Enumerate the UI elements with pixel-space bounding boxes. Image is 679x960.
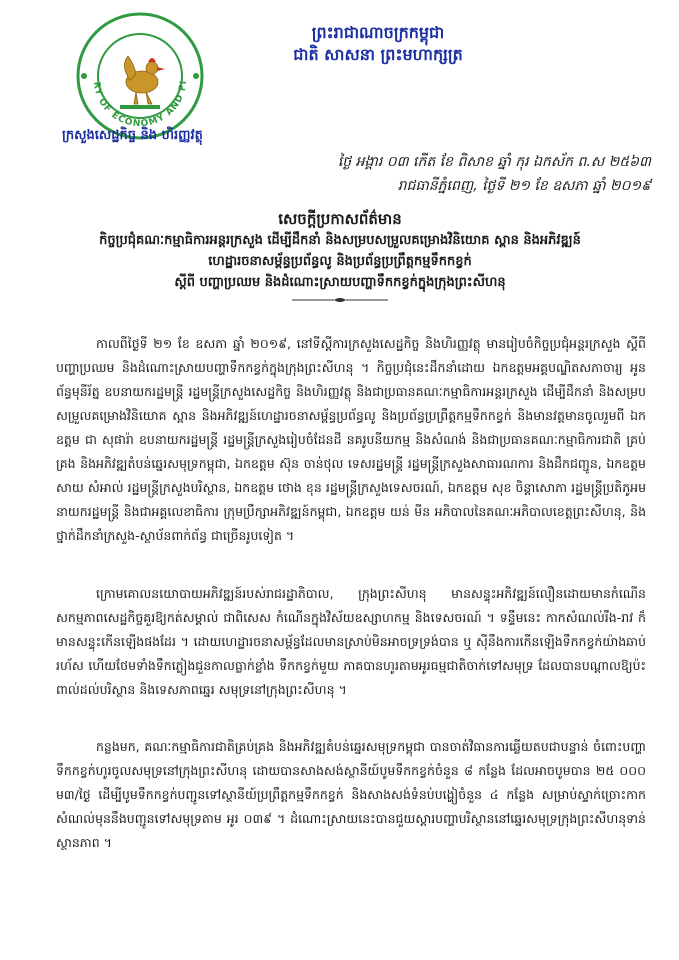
body-paragraph-3: កន្លងមក, គណៈកម្មាធិការជាតិគ្រប់គ្រង និងអភិវឌ្ឍតំបន់ឆ្នេរសមុទ្រកម្ពុជា បានចាត់វិធានការឆ្លើយតបជាបន្ទាន់ ចំពោះបញ្ហាទឹកកខ្វក់ហូរចូលសមុទ្រនៅក្រុងព្រះសីហនុ ដោយបានសាងសង់ស្ថានីយ៍បូមទឹកកខ្វក់ចំនួន ៨ កន្លែង ដែលអាចបូមបាន ២៥ ០០០ ម៣/ថ្ងៃ ដើម្បីបូមទឹកកខ្វក់បញ្ជូនទៅស្ថានីយ៍ប្រព្រឹត្តកម្មទឹកកខ្វក់ និងសាងសង់ទំនប់បង្ហៀចំនួន ៤ កន្លែង សម្រាប់ស្ទាក់ច្រោះកាកសំណល់មុននឹងបញ្ជូនទៅសមុទ្រតាម អូរ ០៣៩ ។ ដំណោះស្រាយនេះបានជួយស្ដារបញ្ហាបរិស្ថាននៅឆ្នេរសមុទ្រក្រុងព្រះសីហនុទាន់ស្ថានភាព ។ [56,739,646,850]
kingdom-line-1: ព្រះរាជាណាចក្រកម្ពុជា [311,23,445,42]
ministry-name: ក្រសួងសេដ្ឋកិច្ច និង ហិរញ្ញវត្ថុ [62,128,203,143]
kingdom-line-2: ជាតិ សាសនា ព្រះមហាក្សត្រ [293,45,463,64]
kingdom-heading [228,22,528,66]
body-paragraph-2: ក្រោមគោលនយោបាយអភិវឌ្ឍន៍របស់រាជរដ្ឋាភិបាល, ក្រុងព្រះសីហនុ មានសន្ទុះអភិវឌ្ឍន៍លឿនដោយមានកំណើនសកម្មភាពសេដ្ឋកិច្ចគួរឱ្យកត់សម្គាល់ ជាពិសេស កំណើនក្នុងវិស័យឧស្សាហកម្ម និងទេសចរណ៍ ។ ទន្ទឹមនេះ កាកសំណល់រឹង-រាវ ក៏មានសន្ទុះកើនឡើងផងដែរ ។ ដោយហេដ្ឋារចនាសម្ព័ន្ធដែលមានស្រាប់មិនអាចទ្រទ្រង់បាន ឬ ស៊ីនឹងការកើនឡើងទឹកកខ្វក់យ៉ាងឆាប់រហ័ស ហើយថែមទាំងទឹកភ្លៀងជួនកាលធ្លាក់ខ្លាំង ទឹកកខ្វក់មួយ ភាគបានហូរតាមអូរធម្មជាតិចាក់ទៅសមុទ្រ ដែលបានបណ្តាលឱ្យប៉ះពាល់ដល់បរិស្ថាន និងទេសភាពឆ្នេរ សមុទ្រនៅក្រុងព្រះសីហនុ ។ [56,586,646,697]
title-line-2: កិច្ចប្រជុំគណៈកម្មាធិការអន្តរក្រសួង ដើម្បីដឹកនាំ និងសម្របសម្រួលគម្រោងវិនិយោគ ស្ពាន និងអភិវឌ្ឍន៍ [99,233,581,248]
title-line-3: ហេដ្ឋារចនាសម្ព័ន្ធប្រព័ន្ធលូ និងប្រព័ន្ធប្រព្រឹត្តកម្មទឹកកខ្វក់ [208,254,472,269]
document-title [40,208,640,293]
ministry-seal-icon [72,8,208,144]
logo-caption: RY OF ECONOMY AND FI [90,79,190,130]
solar-date: រាជធានីភ្នំពេញ, ថ្ងៃទី ២១ ខែ ឧសភា ឆ្នាំ ២០១៩ [397,178,651,194]
ornamental-divider [290,296,390,304]
body-paragraph-1: កាលពីថ្ងៃទី ២១ ខែ ឧសភា ឆ្នាំ ២០១៩, នៅទីស្តីការក្រសួងសេដ្ឋកិច្ច និងហិរញ្ញវត្ថុ មានរៀបចំកិច្ចប្រជុំអន្តរក្រសួង ស្តីពីបញ្ហាប្រឈម និងដំណោះស្រាយបញ្ហាទឹកកខ្វក់ក្នុងក្រុងព្រះសីហនុ ។ កិច្ចប្រជុំនេះដឹកនាំដោយ ឯកឧត្តមអគ្គបណ្ឌិតសភាចារ្យ អូន ព័ន្ធមុនីរ័ត្ន ឧបនាយករដ្ឋមន្ត្រី រដ្ឋមន្ត្រីក្រសួងសេដ្ឋកិច្ច និងហិរញ្ញវត្ថុ និងជាប្រធានគណៈកម្មាធិការអន្តរក្រសួង ដើម្បីដឹកនាំ និងសម្របសម្រួលគម្រោងវិនិយោគ ស្ពាន និងអភិវឌ្ឍន៍ហេដ្ឋារចនាសម្ព័ន្ធប្រព័ន្ធលូ និងប្រព័ន្ធប្រព្រឹត្តកម្មទឹកកខ្វក់ និងមានវត្តមានចូលរួមពី ឯកឧត្តម ជា សុផារ៉ា ឧបនាយករដ្ឋមន្ត្រី រដ្ឋមន្ត្រីក្រសួងរៀបចំដែនដី នគរូបនីយកម្ម និងសំណង់ និងជាប្រធានគណៈកម្មាធិការជាតិ គ្រប់គ្រង និងអភិវឌ្ឍតំបន់ឆ្នេរសមុទ្រកម្ពុជា, ឯកឧត្តម ស៊ុន ចាន់ថុល ទេសរដ្ឋមន្ត្រី រដ្ឋមន្ត្រីក្រសួងសាធារណការ និងដឹកជញ្ជូន, ឯកឧត្តម សាយ សំអាល់ រដ្ឋមន្ត្រីក្រសួងបរិស្ថាន, ឯកឧត្តម ថោង ខុន រដ្ឋមន្ត្រីក្រសួងទេសចរណ៍, ឯកឧត្តម សុខ ចិន្តាសោភា រដ្ឋមន្ត្រីប្រតិភូអមនាយករដ្ឋមន្ត្រី និងជាអគ្គលេខាធិការ ក្រុមប្រឹក្សាអភិវឌ្ឍន៍កម្ពុជា, ឯកឧត្តម យន់ មីន អភិបាលនៃគណៈអភិបាលខេត្តព្រះសីហនុ, និងថ្នាក់ដឹកនាំក្រសួង-ស្ថាប័នពាក់ព័ន្ធ ជាច្រើនរូបទៀត ។ [56,336,646,543]
lunar-date: ថ្ងៃ អង្គារ ០៣ កើត ខែ ពិសាខ ឆ្នាំ កុរ ឯកស័ក ព.ស ២៥៦៣ [337,154,651,170]
ministry-logo [72,8,208,144]
title-line-4: ស្តីពី បញ្ហាប្រឈម និងដំណោះស្រាយបញ្ហាទឹកកខ្វក់ក្នុងក្រុងព្រះសីហនុ [174,275,506,290]
title-main: សេចក្តីប្រកាសព័ត៌មាន [278,210,402,228]
